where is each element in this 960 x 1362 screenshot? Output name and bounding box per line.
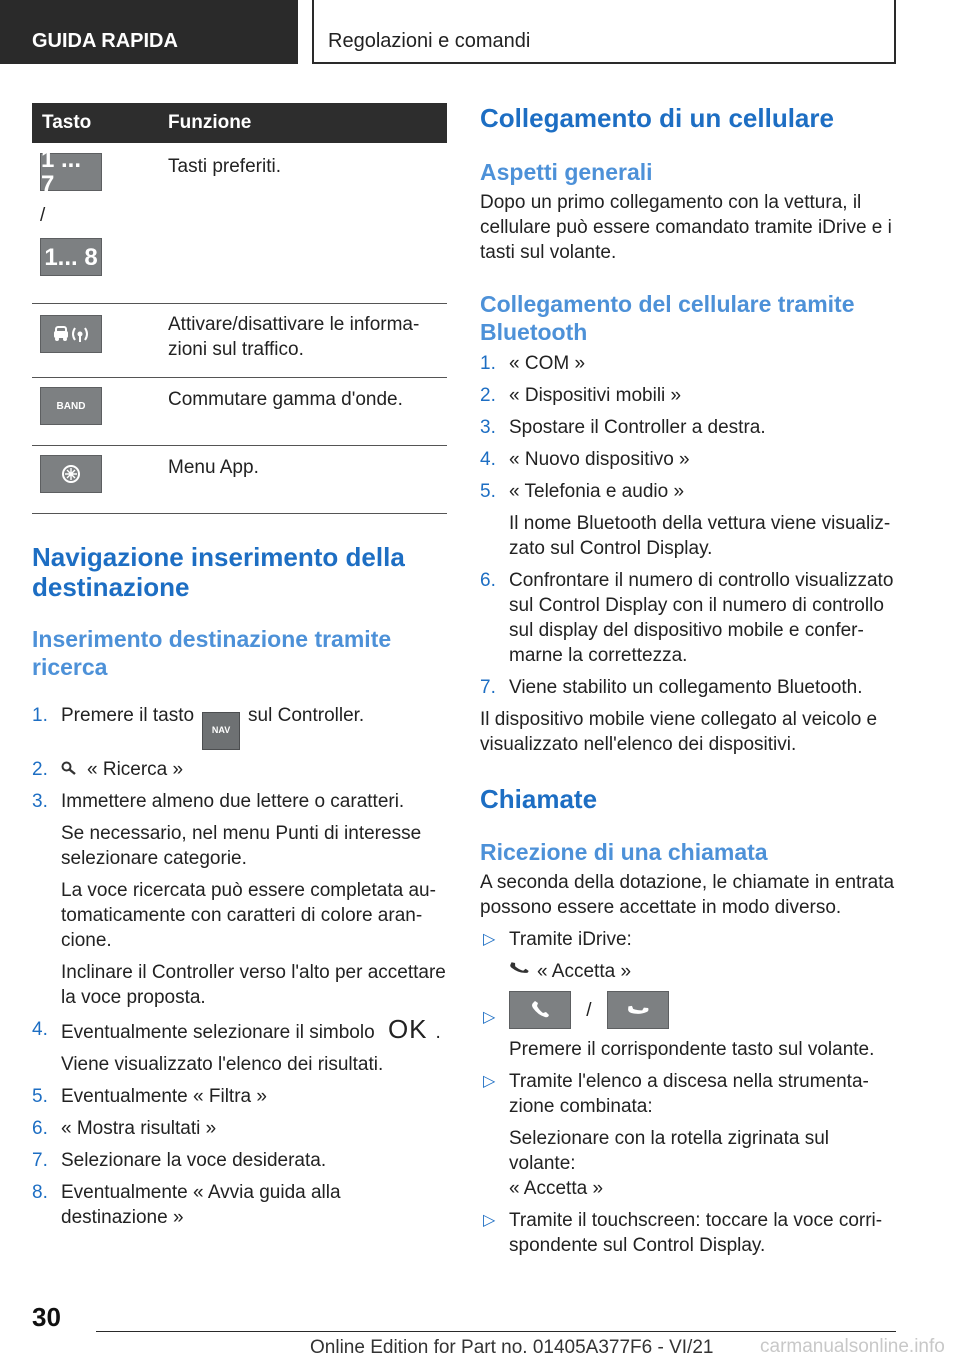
step-text: Premere il tasto [61,705,195,726]
bullet-icon: ▷ [483,1009,496,1026]
list-item [32,789,447,814]
receive-bullets-4 [480,1208,896,1258]
phone-title: Collegamento di un cellulare [480,103,834,133]
step-text: « Dispositivi mobili » [509,385,682,406]
list-item [480,447,896,472]
nav-steps-end [32,1084,447,1230]
bullet-note: Selezionare con la rotella zigrinata sul volante: [509,1128,830,1174]
chapter-tab: Regolazioni e comandi [312,0,896,64]
step-text: Confrontare il numero di controllo visualizzato sul Control Display con il numero di controllo sul display del dispositivo mobile e confer-marne la correttezza. [509,570,894,666]
footer-rule [96,1331,896,1332]
bullet-text: Tramite l'elenco a discesa nella strumenta-zione combinata: [509,1071,869,1117]
favorite-keys-1-7-icon: 1 ... 7 [40,153,102,191]
step-number: 4. [480,449,496,470]
step-text: Eventualmente selezionare il simbolo [61,1021,375,1043]
step-number: 6. [480,570,496,591]
step-number: 3. [32,790,48,812]
table-row [32,446,447,514]
step-text: « Telefonia e audio » [509,481,685,502]
step-text: Selezionare la voce desiderata. [61,1149,327,1171]
phone-handset-icon [509,959,529,984]
list-item [32,1116,447,1141]
bluetooth-steps-cont [480,568,896,700]
bullet-icon: ▷ [483,1073,496,1090]
list-item [32,1148,447,1173]
nav-subtitle: Inserimento destinazione tramite ricerca [32,626,392,680]
bullet-text: Tramite il touchscreen: toccare la voce corri-spondente sul Control Display. [509,1210,883,1256]
key-function-table [32,103,447,514]
list-item [480,927,896,952]
traffic-info-icon [40,315,102,353]
list-item [480,383,896,408]
bullet-icon: ▷ [483,1212,496,1229]
bullet-text: Tramite iDrive: [509,929,632,950]
table-row [32,143,447,304]
step-number: 3. [480,417,496,438]
step-text: Eventualmente « Avvia guida alla destinazione » [61,1181,341,1228]
table-header-key: Tasto [32,103,168,143]
right-column [480,100,896,1258]
step-number: 5. [480,481,496,502]
list-item [480,675,896,700]
page-number: 30 [32,1302,61,1332]
list-item [32,1013,447,1045]
list-item [480,568,896,668]
step-number: 5. [32,1085,48,1107]
nav-steps-cont [32,1013,447,1045]
step-text: « Mostra risultati » [61,1117,217,1139]
step-text: « Nuovo dispositivo » [509,449,690,470]
ok-symbol-icon: OK [387,1013,428,1044]
table-header-function: Funzione [168,103,447,143]
bullet-separator: / [586,999,592,1021]
list-item [32,703,447,750]
step-note: Il nome Bluetooth della vettura viene visualiz-zato sul Control Display. [509,513,891,559]
table-row [32,378,447,446]
nav-title: Navigazione inserimento della destinazione [32,542,405,602]
footer-edition: Online Edition for Part no. 01405A377F6 - VI/21 [310,1337,714,1358]
step-text: Immettere almeno due lettere o caratteri. [61,790,405,812]
bullet-note: Premere il corrispondente tasto sul volante. [509,1039,875,1060]
end-call-key-icon [607,991,669,1029]
favorite-keys-1-8-icon: 1... 8 [40,238,102,276]
step-number: 7. [480,677,496,698]
receive-text: A seconda della dotazione, le chiamate in entrata possono essere accettate in modo diverso. [480,872,895,918]
general-title: Aspetti generali [480,159,653,185]
watermark: carmanualsonline.info [760,1336,945,1357]
step-text: Eventualmente « Filtra » [61,1085,267,1107]
receive-title: Ricezione di una chiamata [480,839,768,865]
receive-bullets-3 [480,1069,896,1119]
nav-key-icon: NAV [202,712,240,750]
step-number: 7. [32,1149,48,1171]
nav-steps [32,703,447,814]
list-item [32,1084,447,1109]
calls-title: Chiamate [480,784,598,814]
step-text: Viene stabilito un collegamento Bluetooth. [509,677,863,698]
list-item [480,351,896,376]
list-item [480,1069,896,1119]
section-tab: GUIDA RAPIDA [0,0,298,64]
key-separator: / [40,205,46,226]
list-item [32,757,447,782]
list-item [480,479,896,504]
step-note: Se necessario, nel menu Punti di interesse selezionare categorie. [61,822,422,869]
row-description: Tasti preferiti. [168,143,447,304]
receive-bullets-2 [480,991,896,1031]
list-item [32,1180,447,1230]
step-number: 4. [32,1018,48,1040]
band-key-icon: BAND [40,387,102,425]
step-text: « COM » [509,353,586,374]
step-number: 1. [32,705,48,726]
list-item [480,991,896,1031]
bluetooth-result: Il dispositivo mobile viene collegato al veicolo e visualizzato nell'elenco dei dispositivi. [480,709,878,755]
search-icon [61,757,77,782]
step-text: . [435,1021,441,1043]
bullet-note [480,959,896,984]
bluetooth-steps [480,351,896,504]
step-note: Viene visualizzato l'elenco dei risultati. [61,1053,384,1075]
row-description: Commutare gamma d'onde. [168,378,447,446]
step-number: 2. [32,758,48,780]
step-text: sul Controller. [248,705,365,726]
step-number: 6. [32,1117,48,1139]
accept-call-key-icon [509,991,571,1029]
step-number: 1. [480,353,496,374]
step-number: 8. [32,1181,48,1203]
bullet-icon: ▷ [483,931,496,948]
step-note: Inclinare il Controller verso l'alto per accettare la voce proposta. [61,961,446,1008]
step-text: Spostare il Controller a destra. [509,417,766,438]
general-text: Dopo un primo collegamento con la vettura, il cellulare può essere comandato tramite iDrive e i tasti sul volante. [480,192,892,263]
bluetooth-title: Collegamento del cellulare tramite Bluetooth [480,291,855,345]
step-note: La voce ricercata può essere completata au-tomaticamente con caratteri di colore aran-cione. [61,879,436,951]
table-row [32,304,447,378]
list-item [480,415,896,440]
bullet-note: « Accetta » [509,1178,604,1199]
app-menu-icon [40,455,102,493]
step-text: « Ricerca » [87,758,184,780]
left-column [32,103,447,1230]
row-description: Menu App. [168,446,447,514]
bullet-text: « Accetta » [537,961,632,982]
row-description: Attivare/disattivare le informa-zioni sul traffico. [168,304,447,378]
list-item [480,1208,896,1258]
receive-bullets [480,927,896,952]
step-number: 2. [480,385,496,406]
